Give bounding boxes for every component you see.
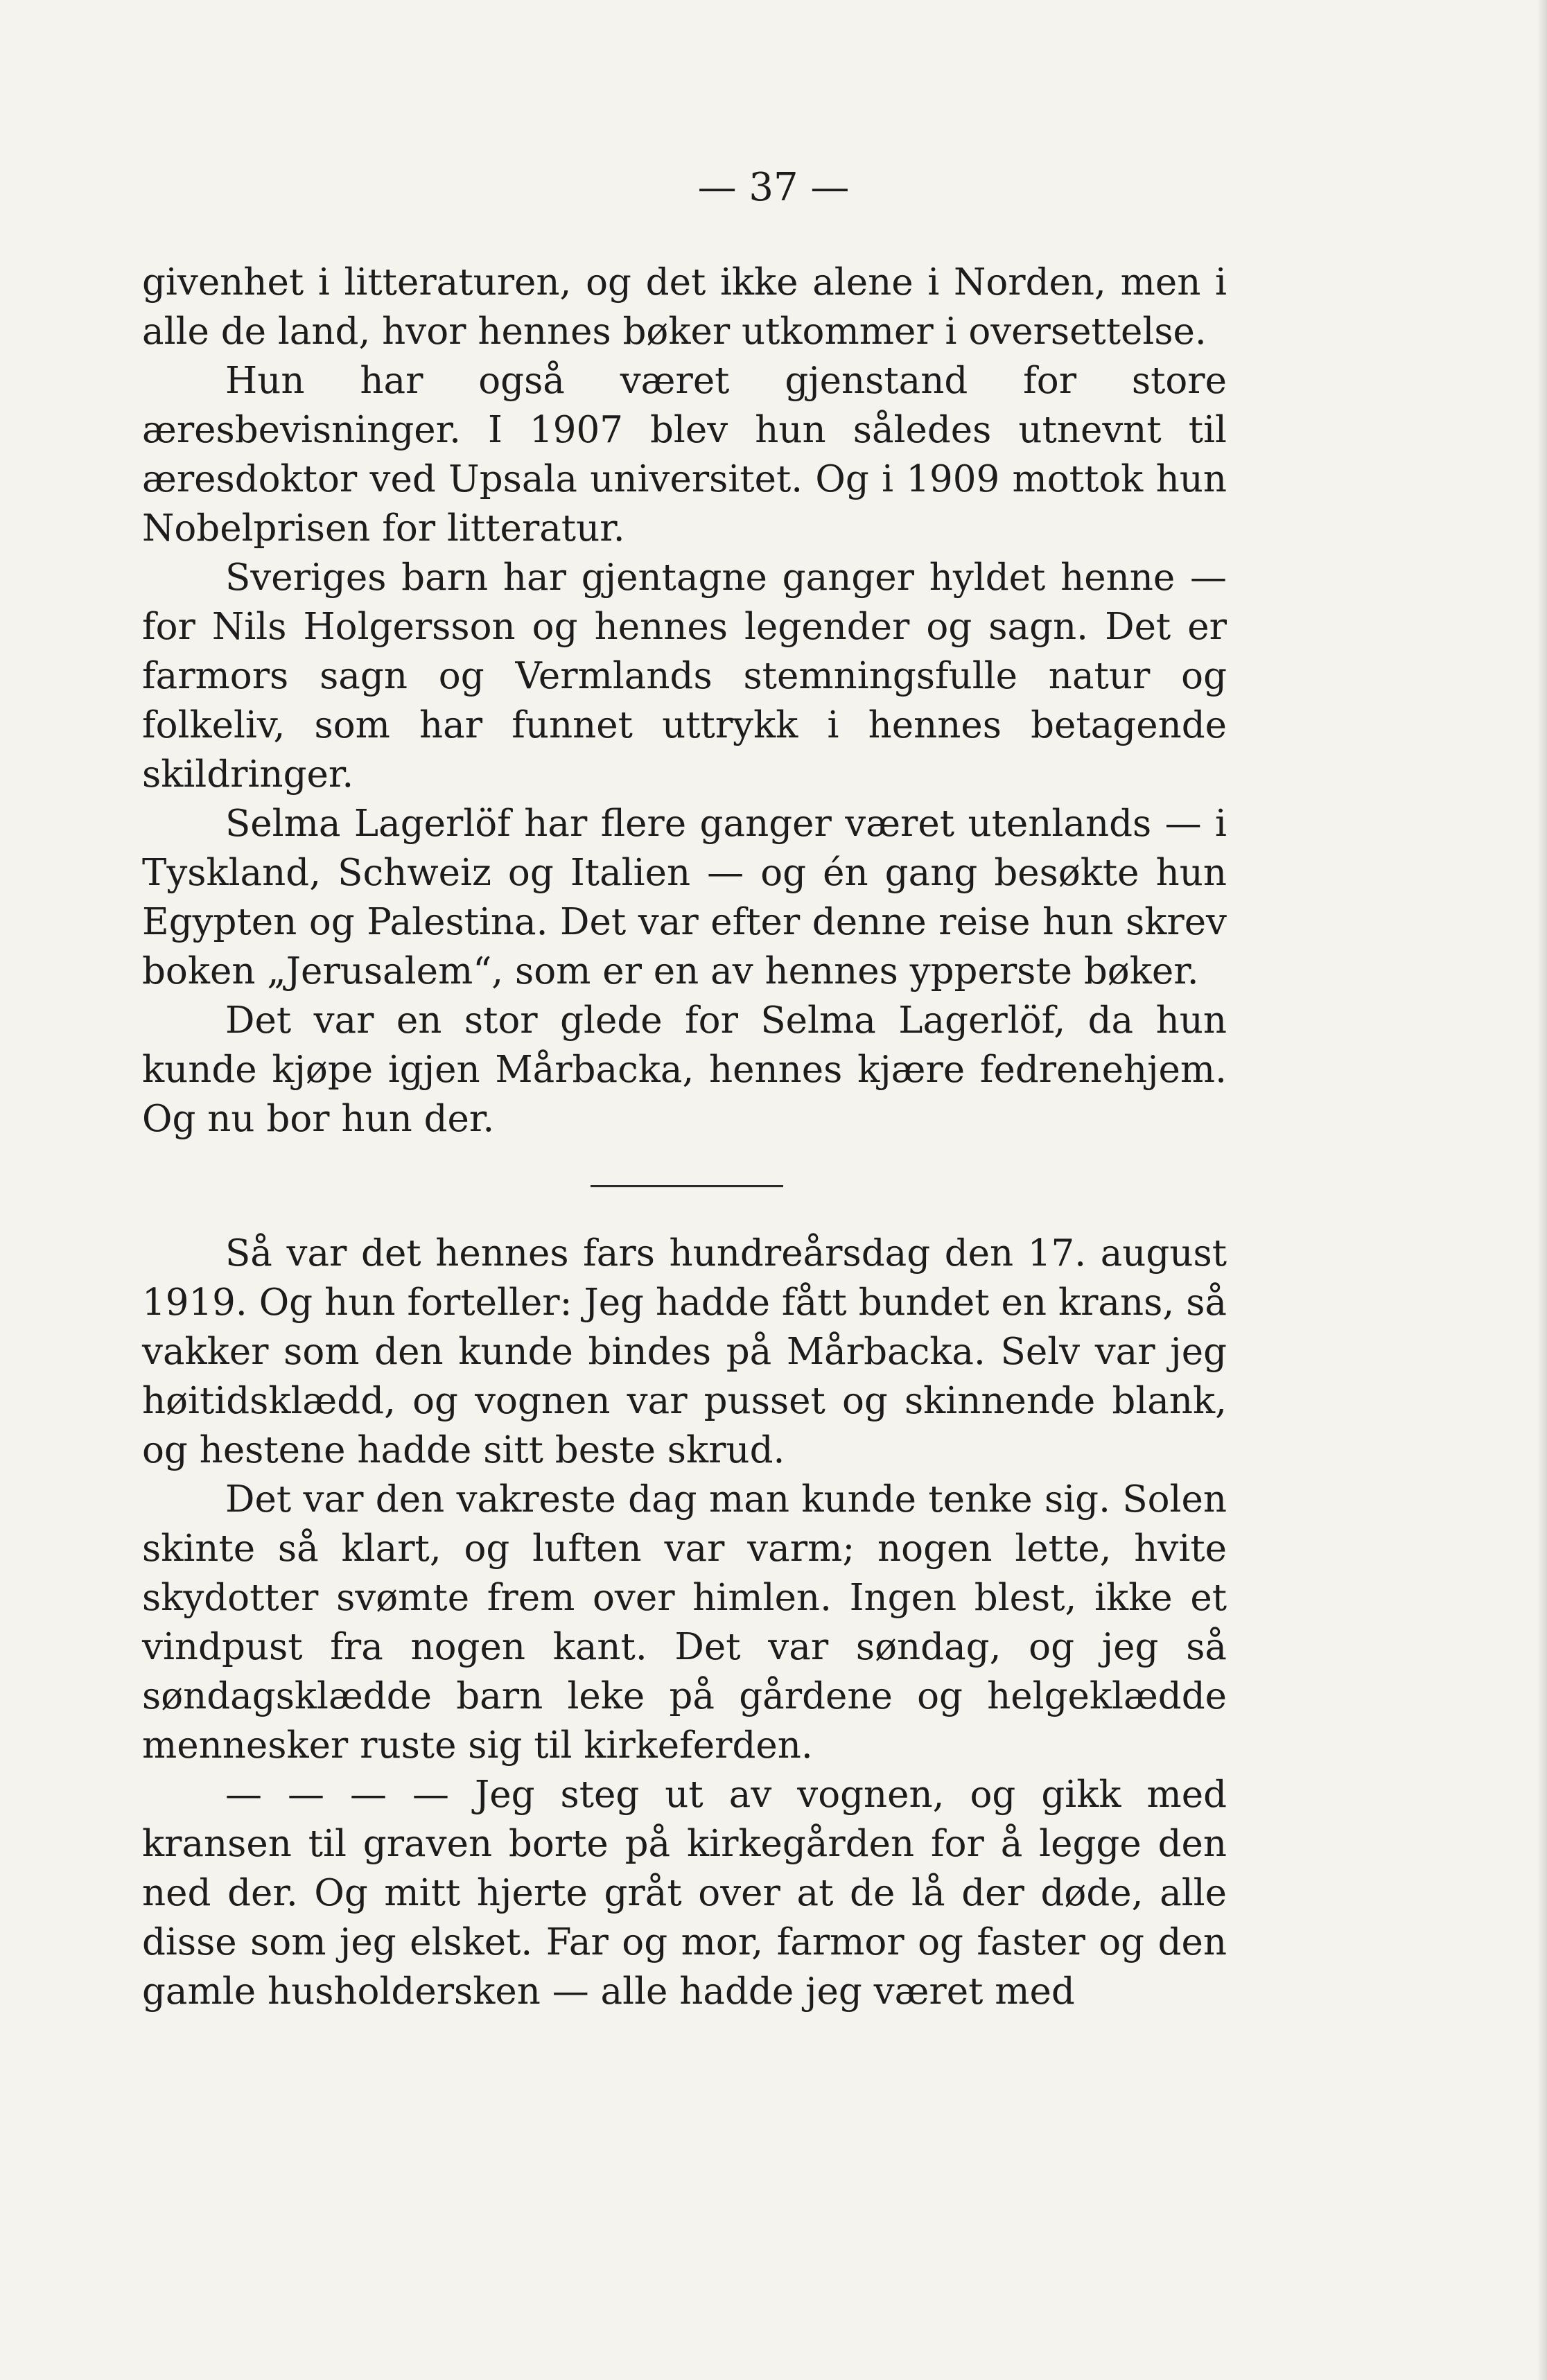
paragraph: Så var det hennes fars hundreårsdag den 17. august 1919. Og hun forteller: Jeg hadde fått bundet en krans, så vakker som den kunde bindes på Mårbacka. Selv var jeg høitidsklædd, og vognen var pusset og skinnende blank, og hestene hadde sitt beste skrud. [142, 1232, 1227, 1471]
paragraph: Selma Lagerlöf har flere ganger været utenlands — i Tyskland, Schweiz og Italien — og én gang besøkte hun Egypten og Palestina. Det var efter denne reise hun skrev boken „Jerusalem“, som er en av hennes ypperste bøker. [142, 803, 1227, 992]
page-number: — 37 — [697, 165, 850, 210]
paragraph: givenhet i litteraturen, og det ikke alene i Norden, men i alle de land, hvor hennes bøker utkommer i oversettelse. [142, 261, 1227, 353]
text-section-1 [142, 258, 1227, 1144]
section-divider [591, 1185, 783, 1187]
paragraph: — — — — Jeg steg ut av vognen, og gikk med kransen til graven borte på kirkegården for å legge den ned der. Og mitt hjerte gråt over at de lå der døde, alle disse som jeg elsket. Far og mor, farmor og faster og den gamle husholdersken — alle hadde jeg været med [142, 1774, 1227, 2013]
paragraph: Det var en stor glede for Selma Lagerlöf, da hun kunde kjøpe igjen Mårbacka, hennes kjære fedrenehjem. Og nu bor hun der. [142, 999, 1227, 1140]
paragraph: Det var den vakreste dag man kunde tenke sig. Solen skinte så klart, og luften var varm; nogen lette, hvite skydotter svømte frem over himlen. Ingen blest, ikke et vindpust fra nogen kant. Det var søndag, og jeg så søndagsklædde barn leke på gårdene og helgeklædde mennesker ruste sig til kirkeferden. [142, 1478, 1227, 1767]
paragraph: Sveriges barn har gjentagne ganger hyldet henne — for Nils Holgersson og hennes legender og sagn. Det er farmors sagn og Vermlands stemningsfulle natur og folkeliv, som har funnet uttrykk i hennes betagende skildringer. [142, 557, 1227, 796]
paragraph: Hun har også været gjenstand for store æresbevisninger. I 1907 blev hun således utnevnt til æresdoktor ved Upsala universitet. Og i 1909 mottok hun Nobelprisen for litteratur. [142, 360, 1227, 550]
text-section-2 [142, 1229, 1227, 2016]
page-edge-shadow [1537, 0, 1547, 2380]
